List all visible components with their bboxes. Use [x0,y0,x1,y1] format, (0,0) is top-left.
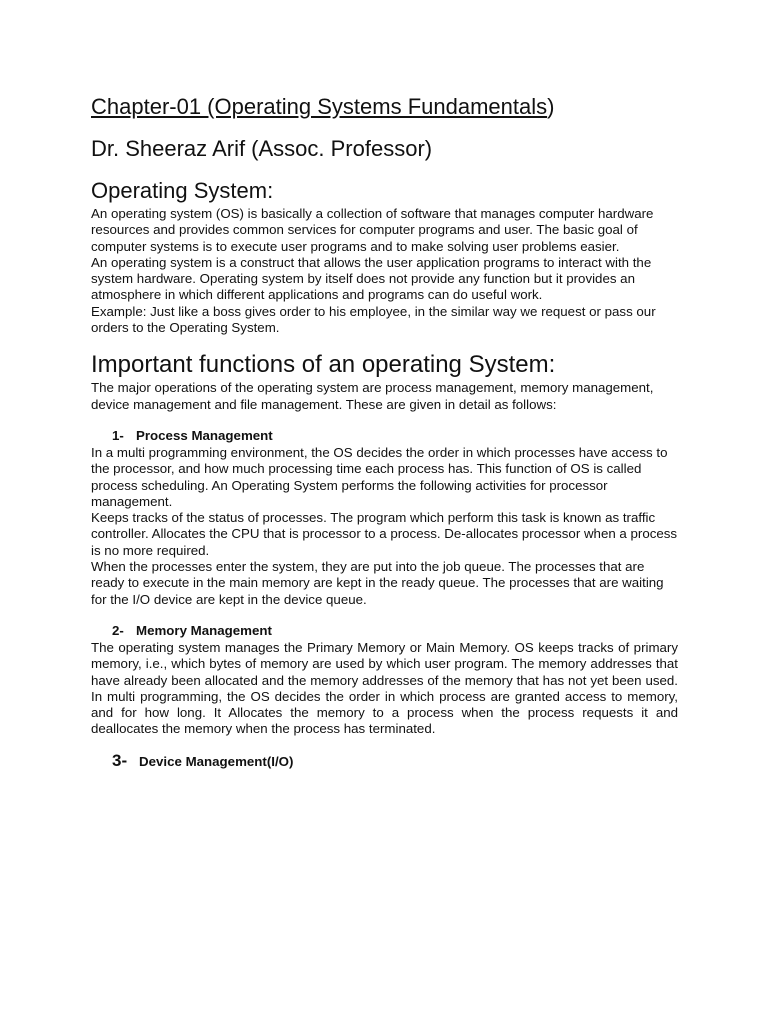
subheading-number: 3- [112,750,128,770]
paragraph-process-queues: When the processes enter the system, they are put into the job queue. The processes that are ready to execute in the main memory are kept in the ready queue. The processes that are waiting for the I/O device are kept in the device queue. [91,559,664,607]
subheading-label: Process Management [136,427,273,443]
heading-important-functions: Important functions of an operating System: [91,351,556,379]
document-body [91,92,678,771]
chapter-title [91,92,678,122]
chapter-title-underlined: Chapter-01 (Operating Systems Fundamentals [91,94,548,119]
paragraph-major-operations: The major operations of the operating system are process management, memory management, device management and file management. These are given in detail as follows: [91,380,654,412]
subheading-label: Device Management(I/O) [139,753,294,769]
subheading-number: 1- [112,427,124,443]
paragraph-process-scheduling: In a multi programming environment, the OS decides the order in which processes have access to the processor, and how much processing time each process has. This function of OS is called process scheduling. An Operating System performs the following activities for processor management. [91,444,668,509]
subheading-label: Memory Management [136,622,272,638]
paragraph-process-status: Keeps tracks of the status of processes. The program which perform this task is known as traffic controller. Allocates the CPU that is processor to a process. De-allocates processor when a process is no more required. [91,510,678,558]
subheading-number: 2- [112,622,124,638]
chapter-title-close: ) [547,94,555,119]
subheading-memory-management [91,622,678,640]
paragraph-os-definition: An operating system (OS) is basically a collection of software that manages computer hardware resources and provides common services for computer programs and user. The basic goal of computer systems is to execute user programs and to make solving user problems easier. [91,206,654,254]
subheading-process-management [91,427,678,445]
paragraph-os-construct: An operating system is a construct that allows the user application programs to interact with the system hardware. Operating system by itself does not provide any function but it provides an atmosphere in which different applications and programs can do useful work. [91,254,652,303]
paragraph-example: Example: Just like a boss gives order to his employee, in the similar way we request or pass our orders to the Operating System. [91,303,656,336]
author-line: Dr. Sheeraz Arif (Assoc. Professor) [91,136,433,161]
subheading-device-management [91,752,678,771]
paragraph-memory-management: The operating system manages the Primary Memory or Main Memory. OS keeps tracks of primary memory, i.e., which bytes of memory are used by which user program. The memory addresses that have already been allocated and the memory addresses of the memory that has not yet been used. In multi programming, the OS decides the order in which process are granted access to memory, and for how long. It Allocates the memory to a process when the process requests it and deallocates the memory when the process has terminated. [91,639,678,737]
heading-operating-system: Operating System: [91,178,274,203]
